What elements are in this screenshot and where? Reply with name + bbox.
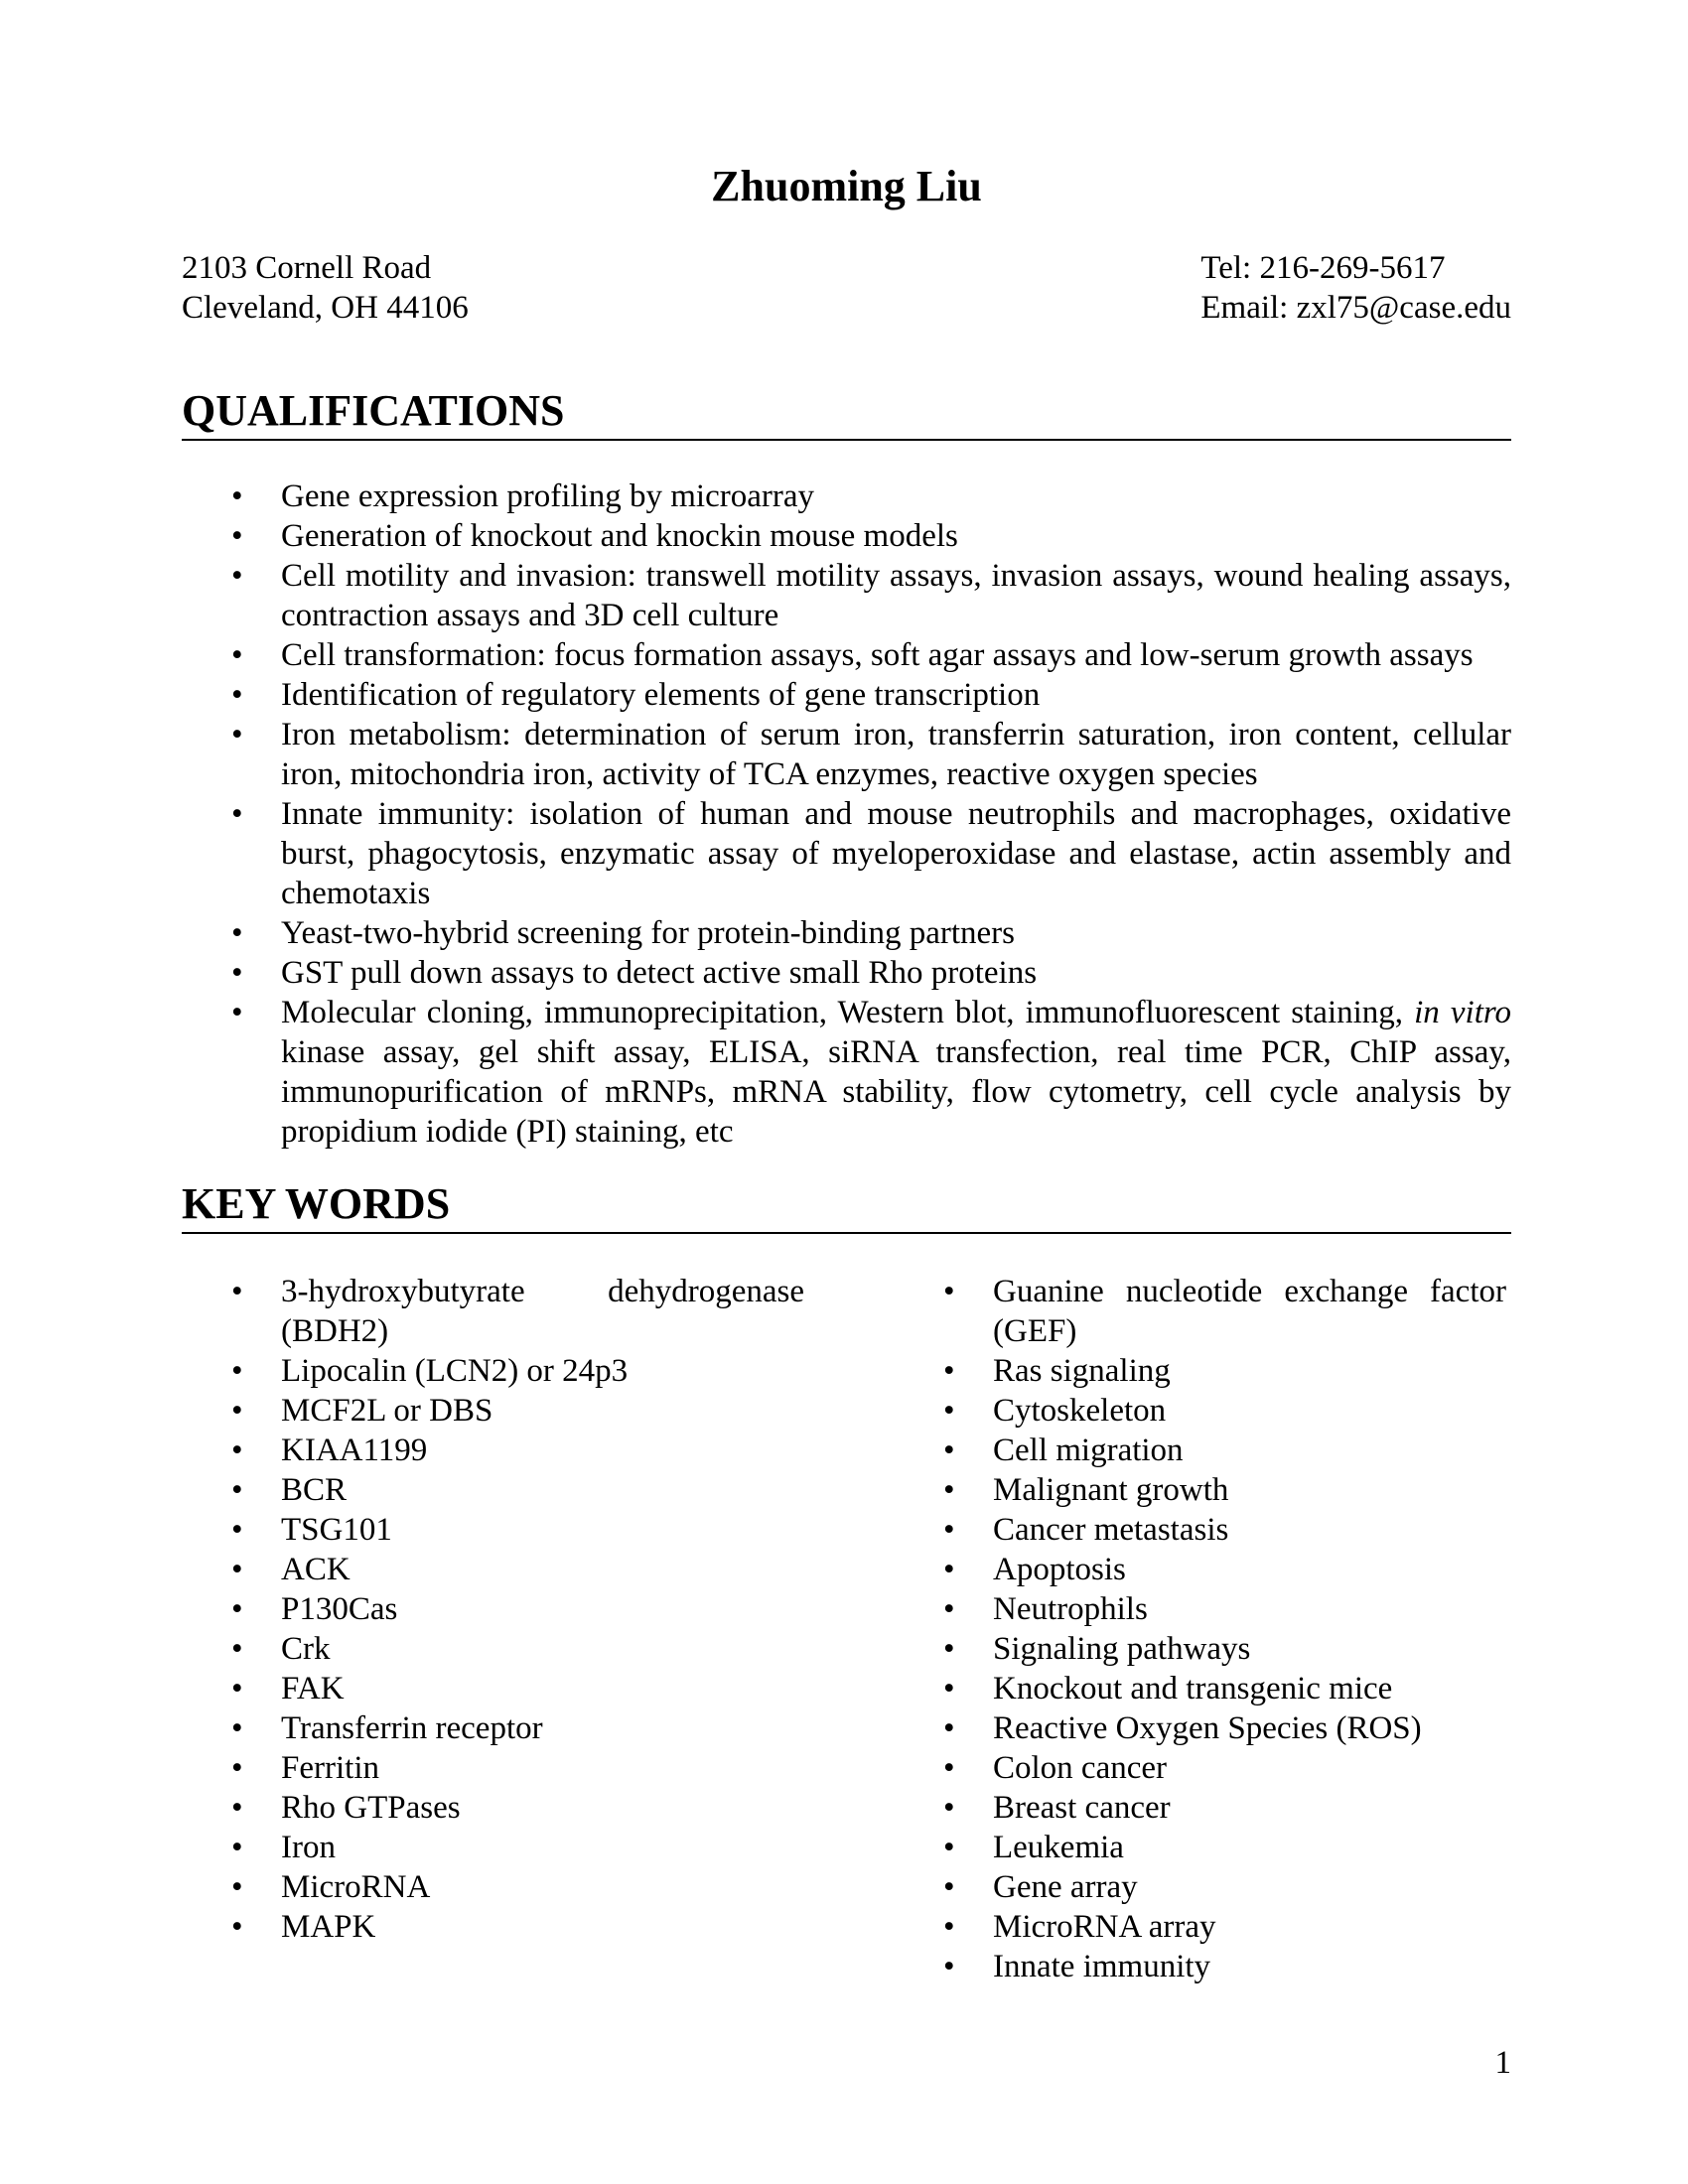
keyword-item: • Cancer metastasis bbox=[844, 1510, 1506, 1550]
keyword-item: • Knockout and transgenic mice bbox=[844, 1669, 1506, 1708]
qualification-item: • Innate immunity: isolation of human and mouse neutrophils and macrophages, oxidative burst, phagocytosis, enzymatic assay of myeloperoxidase and elastase, actin assembly and chemotaxis bbox=[182, 794, 1511, 913]
keyword-item: • Breast cancer bbox=[844, 1788, 1506, 1828]
keyword-item: • MicroRNA bbox=[182, 1867, 844, 1907]
keyword-item: • FAK bbox=[182, 1669, 844, 1708]
page-number: 1 bbox=[1494, 2045, 1511, 2081]
keyword-item: • Rho GTPases bbox=[182, 1788, 844, 1828]
tel-line: Tel: 216-269-5617 bbox=[1200, 250, 1446, 286]
keyword-item: • Ferritin bbox=[182, 1748, 844, 1788]
keyword-item: • Cytoskeleton bbox=[844, 1391, 1506, 1431]
address-line-2: Cleveland, OH 44106 bbox=[182, 290, 469, 326]
keyword-item: • BCR bbox=[182, 1470, 844, 1510]
qualification-item: • Identification of regulatory elements of gene transcription bbox=[182, 675, 1511, 715]
qualification-item: • Generation of knockout and knockin mouse models bbox=[182, 516, 1511, 556]
address-line-1: 2103 Cornell Road bbox=[182, 250, 432, 286]
address-block bbox=[182, 248, 469, 328]
keywords-heading: KEY WORDS bbox=[182, 1182, 1511, 1234]
qualifications-heading: QUALIFICATIONS bbox=[182, 389, 1511, 441]
qualification-item: • Cell transformation: focus formation assays, soft agar assays and low-serum growth assays bbox=[182, 635, 1511, 675]
keyword-item: • Apoptosis bbox=[844, 1550, 1506, 1589]
keyword-item: • Guanine nucleotide exchange factor (GEF) bbox=[844, 1272, 1506, 1351]
keyword-item: • ACK bbox=[182, 1550, 844, 1589]
qualifications-list bbox=[182, 477, 1511, 1152]
keyword-item: • Innate immunity bbox=[844, 1947, 1506, 1986]
keyword-item: • Iron bbox=[182, 1828, 844, 1867]
keyword-item: • Cell migration bbox=[844, 1431, 1506, 1470]
keywords-section bbox=[182, 1179, 1511, 1986]
qualification-item: • GST pull down assays to detect active small Rho proteins bbox=[182, 953, 1511, 993]
qualification-item-italic-text: in vitro bbox=[1414, 995, 1511, 1030]
keyword-item: • Neutrophils bbox=[844, 1589, 1506, 1629]
keywords-columns bbox=[182, 1234, 1511, 1986]
keyword-item: • Reactive Oxygen Species (ROS) bbox=[844, 1708, 1506, 1748]
email-line: Email: zxl75@case.edu bbox=[1200, 290, 1511, 326]
keyword-item: • KIAA1199 bbox=[182, 1431, 844, 1470]
keyword-item: • TSG101 bbox=[182, 1510, 844, 1550]
contact-block bbox=[182, 248, 1511, 328]
keyword-item: • P130Cas bbox=[182, 1589, 844, 1629]
qualification-item: • Gene expression profiling by microarray bbox=[182, 477, 1511, 516]
keywords-left-column bbox=[182, 1272, 844, 1986]
qualification-item: • Iron metabolism: determination of serum iron, transferrin saturation, iron content, cellular iron, mitochondria iron, activity of TCA enzymes, reactive oxygen species bbox=[182, 715, 1511, 794]
keywords-right-column bbox=[844, 1272, 1506, 1986]
qualification-item-text: kinase assay, gel shift assay, ELISA, siRNA transfection, real time PCR, ChIP assay, immunopurification of mRNPs, mRNA stability, flow cytometry, cell cycle analysis by propidium iodide (PI) staining, etc bbox=[281, 1034, 1511, 1150]
qualification-item: • Cell motility and invasion: transwell motility assays, invasion assays, wound healing assays, contraction assays and 3D cell culture bbox=[182, 556, 1511, 635]
qualification-item-text: Molecular cloning, immunoprecipitation, Western blot, immunofluorescent staining, bbox=[281, 995, 1415, 1030]
keyword-item: • Gene array bbox=[844, 1867, 1506, 1907]
keyword-item: • Transferrin receptor bbox=[182, 1708, 844, 1748]
keyword-item: • MicroRNA array bbox=[844, 1907, 1506, 1947]
keyword-item: • Leukemia bbox=[844, 1828, 1506, 1867]
keyword-item: • Malignant growth bbox=[844, 1470, 1506, 1510]
keyword-item: • Ras signaling bbox=[844, 1351, 1506, 1391]
person-name: Zhuoming Liu bbox=[711, 162, 982, 210]
qualification-item: • Yeast-two-hybrid screening for protein-binding partners bbox=[182, 913, 1511, 953]
keyword-item: • 3-hydroxybutyrate dehydrogenase (BDH2) bbox=[182, 1272, 844, 1351]
keyword-item: • MCF2L or DBS bbox=[182, 1391, 844, 1431]
keyword-item: • Lipocalin (LCN2) or 24p3 bbox=[182, 1351, 844, 1391]
keyword-item: • MAPK bbox=[182, 1907, 844, 1947]
keyword-item: • Colon cancer bbox=[844, 1748, 1506, 1788]
phone-email-block bbox=[1200, 248, 1511, 328]
qualifications-section bbox=[182, 386, 1511, 1152]
keyword-item: • Signaling pathways bbox=[844, 1629, 1506, 1669]
qualification-item bbox=[182, 993, 1511, 1152]
keyword-item: • Crk bbox=[182, 1629, 844, 1669]
